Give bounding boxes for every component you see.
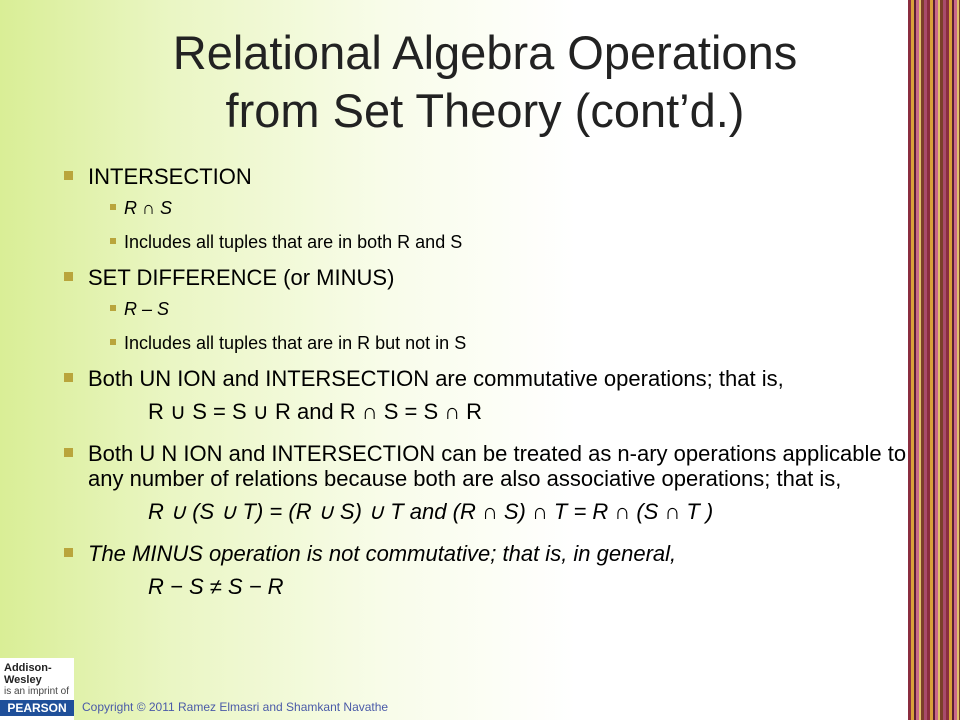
formula-commutative: R ∪ S = S ∪ R and R ∩ S = S ∩ R — [148, 399, 483, 424]
publisher-logo — [0, 658, 74, 720]
sub-bullet-intersection-desc: Includes all tuples that are in both R and S — [64, 231, 914, 253]
slide-title — [70, 24, 900, 140]
bullet-minus-not-commutative: The MINUS operation is not commutative; that is, in general, — [64, 541, 914, 566]
square-bullet-icon — [110, 204, 116, 210]
sub-bullet-difference-notation: R – S — [64, 298, 914, 320]
square-bullet-icon — [64, 171, 73, 180]
square-bullet-icon — [64, 373, 73, 382]
sub-bullet-intersection-notation: R ∩ S — [64, 197, 914, 219]
square-bullet-icon — [64, 272, 73, 281]
formula-minus: R − S ≠ S − R — [148, 574, 284, 599]
logo-pearson: PEARSON — [0, 700, 74, 716]
bullet-commutative: Both UN ION and INTERSECTION are commutative operations; that is, — [64, 366, 914, 391]
sub-bullet-difference-desc: Includes all tuples that are in R but not in S — [64, 332, 914, 354]
decorative-stripes — [908, 0, 960, 720]
square-bullet-icon — [64, 448, 73, 457]
square-bullet-icon — [110, 305, 116, 311]
slide-content — [64, 164, 914, 616]
square-bullet-icon — [64, 548, 73, 557]
logo-imprint-text: is an imprint of — [4, 686, 70, 697]
square-bullet-icon — [110, 339, 116, 345]
square-bullet-icon — [110, 238, 116, 244]
bullet-associative: Both U N ION and INTERSECTION can be treated as n-ary operations applicable to any number of relations because both are also associative operations; that is, — [64, 441, 914, 491]
bullet-set-difference: SET DIFFERENCE (or MINUS) — [64, 265, 914, 290]
formula-associative: R ∪ (S ∪ T) = (R ∪ S) ∪ T and (R ∩ S) ∩ T = R ∩ (S ∩ T ) — [148, 499, 714, 524]
logo-addison-wesley: Addison-Wesley — [4, 662, 52, 686]
title-line-2: from Set Theory (cont’d.) — [225, 84, 745, 137]
bullet-intersection: INTERSECTION — [64, 164, 914, 189]
copyright-text: Copyright © 2011 Ramez Elmasri and Shamkant Navathe — [82, 700, 389, 714]
title-line-1: Relational Algebra Operations — [172, 26, 798, 79]
